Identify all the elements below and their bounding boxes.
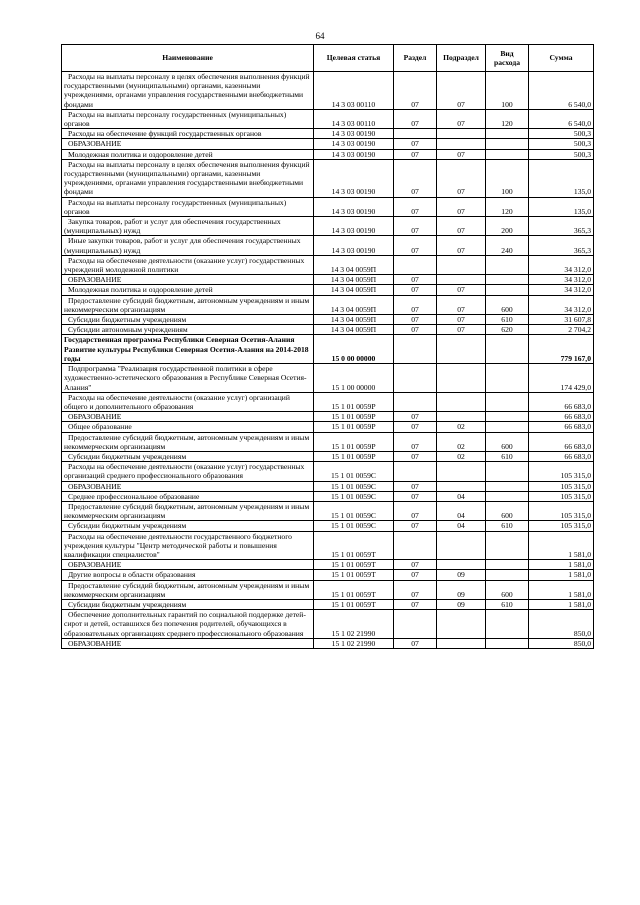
table-row [62,285,594,295]
row-sum: 66 683,0 [529,432,594,451]
row-subsection [437,392,486,411]
row-subsection [437,335,486,364]
row-subsection [437,275,486,285]
row-sum: 66 683,0 [529,422,594,432]
row-section: 07 [394,580,437,599]
row-section: 07 [394,599,437,609]
row-name: Субсидии бюджетным учреждениям [62,451,314,461]
row-target-code: 14 3 04 0059П [314,275,394,285]
row-section: 07 [394,570,437,580]
row-target-code: 14 3 03 00110 [314,72,394,110]
row-section: 07 [394,412,437,422]
row-target-code: 15 1 02 21990 [314,610,394,639]
table-row [62,491,594,501]
row-expense-type: 600 [486,432,529,451]
row-name: Расходы на обеспечение деятельности (оказание услуг) государственных организаций среднего профессионального образования [62,462,314,481]
row-expense-type: 610 [486,451,529,461]
row-subsection: 07 [437,315,486,325]
table-row [62,462,594,481]
row-sum: 174 429,0 [529,364,594,393]
row-sum: 850,0 [529,610,594,639]
row-expense-type [486,285,529,295]
table-row [62,295,594,314]
row-name: Другие вопросы в области образования [62,570,314,580]
row-target-code: 15 1 01 0059С [314,521,394,531]
row-section: 07 [394,315,437,325]
row-expense-type [486,422,529,432]
row-target-code: 15 1 01 0059Т [314,531,394,560]
row-sum: 1 581,0 [529,580,594,599]
row-target-code: 15 1 01 0059Р [314,392,394,411]
row-name: Субсидии бюджетным учреждениям [62,521,314,531]
row-section [394,364,437,393]
page-number: 64 [315,31,325,41]
row-expense-type: 610 [486,315,529,325]
row-sum: 365,3 [529,217,594,236]
row-expense-type: 200 [486,217,529,236]
table-row [62,599,594,609]
row-section: 07 [394,560,437,570]
row-expense-type: 120 [486,197,529,216]
row-section: 07 [394,521,437,531]
row-section: 07 [394,236,437,255]
table-row [62,531,594,560]
row-subsection: 04 [437,501,486,520]
row-target-code: 15 1 01 0059Т [314,580,394,599]
row-subsection: 09 [437,580,486,599]
table-row [62,325,594,335]
row-target-code: 14 3 03 00190 [314,236,394,255]
row-sum: 66 683,0 [529,451,594,461]
row-sum: 105 315,0 [529,462,594,481]
row-section: 07 [394,159,437,197]
row-expense-type [486,139,529,149]
table-row [62,109,594,128]
row-name: Предоставление субсидий бюджетным, автономным учреждениям и иным некоммерческим организациям [62,501,314,520]
row-name: ОБРАЗОВАНИЕ [62,481,314,491]
row-name: Субсидии бюджетным учреждениям [62,315,314,325]
row-sum: 105 315,0 [529,521,594,531]
row-sum: 6 540,0 [529,109,594,128]
row-name: Молодежная политика и оздоровление детей [62,285,314,295]
row-subsection: 09 [437,599,486,609]
row-subsection: 09 [437,570,486,580]
row-name: Предоставление субсидий бюджетным, автономным учреждениям и иным некоммерческим организациям [62,295,314,314]
row-expense-type: 600 [486,295,529,314]
row-sum: 1 581,0 [529,570,594,580]
row-section: 07 [394,275,437,285]
header-expense-type: Вид расхода [486,45,529,72]
header-section: Раздел [394,45,437,72]
row-sum: 1 581,0 [529,531,594,560]
row-sum: 135,0 [529,197,594,216]
row-subsection [437,462,486,481]
row-subsection [437,610,486,639]
row-target-code: 15 1 02 21990 [314,638,394,648]
row-sum: 34 312,0 [529,275,594,285]
table-row [62,610,594,639]
row-sum: 500,3 [529,129,594,139]
table-row [62,638,594,648]
row-subsection: 07 [437,159,486,197]
row-subsection: 07 [437,236,486,255]
row-subsection [437,560,486,570]
row-name: ОБРАЗОВАНИЕ [62,560,314,570]
row-subsection [437,255,486,274]
row-sum: 31 607,8 [529,315,594,325]
table-row [62,412,594,422]
row-expense-type: 610 [486,599,529,609]
table-row [62,129,594,139]
row-target-code: 14 3 04 0059П [314,325,394,335]
row-subsection [437,364,486,393]
table-row [62,501,594,520]
row-section [394,392,437,411]
row-sum: 105 315,0 [529,501,594,520]
row-target-code: 15 0 00 00000 [314,335,394,364]
row-expense-type: 100 [486,159,529,197]
row-expense-type: 600 [486,580,529,599]
row-name: Подпрограмма "Реализация государственной политики в сфере художественно-эстетического образования в Республике Северная Осетия-Алания" [62,364,314,393]
row-subsection: 02 [437,432,486,451]
row-name: Расходы на обеспечение функций государственных органов [62,129,314,139]
row-target-code: 14 3 04 0059П [314,295,394,314]
row-subsection: 07 [437,285,486,295]
row-target-code: 15 1 01 0059Р [314,422,394,432]
row-sum: 34 312,0 [529,295,594,314]
row-target-code: 15 1 01 0059Т [314,560,394,570]
row-sum: 34 312,0 [529,285,594,295]
row-section [394,531,437,560]
row-name: Предоставление субсидий бюджетным, автономным учреждениям и иным некоммерческим организациям [62,580,314,599]
row-subsection: 07 [437,325,486,335]
row-target-code: 14 3 03 00190 [314,139,394,149]
row-expense-type [486,638,529,648]
row-name: Среднее профессиональное образование [62,491,314,501]
row-sum: 779 167,0 [529,335,594,364]
row-expense-type: 620 [486,325,529,335]
row-subsection [437,481,486,491]
table-row [62,580,594,599]
row-section: 07 [394,325,437,335]
row-subsection: 07 [437,109,486,128]
row-sum: 66 683,0 [529,412,594,422]
row-section: 07 [394,139,437,149]
row-sum: 365,3 [529,236,594,255]
table-row [62,236,594,255]
row-name: Субсидии автономным учреждениям [62,325,314,335]
row-section: 07 [394,501,437,520]
row-subsection: 04 [437,521,486,531]
row-sum: 1 581,0 [529,599,594,609]
row-section: 07 [394,149,437,159]
row-name: Закупка товаров, работ и услуг для обеспечения государственных (муниципальных) нужд [62,217,314,236]
row-subsection [437,412,486,422]
row-subsection [437,129,486,139]
row-target-code: 14 3 04 0059П [314,285,394,295]
table-row [62,255,594,274]
row-name: Субсидии бюджетным учреждениям [62,599,314,609]
row-expense-type [486,335,529,364]
row-target-code: 15 1 00 00000 [314,364,394,393]
row-target-code: 15 1 01 0059С [314,501,394,520]
row-sum: 500,3 [529,149,594,159]
table-row [62,451,594,461]
row-name: Обеспечение дополнительных гарантий по социальной поддержке детей-сирот и детей, оставшихся без попечения родителей, обучающихся в образовательных организациях среднего профессионального образования [62,610,314,639]
row-section [394,255,437,274]
row-section: 07 [394,422,437,432]
row-name: Иные закупки товаров, работ и услуг для обеспечения государственных (муниципальных) нужд [62,236,314,255]
row-section: 07 [394,432,437,451]
row-name: Общее образование [62,422,314,432]
row-subsection: 02 [437,422,486,432]
header-sum: Сумма [529,45,594,72]
row-target-code: 15 1 01 0059С [314,491,394,501]
row-expense-type [486,462,529,481]
row-sum: 105 315,0 [529,481,594,491]
row-sum: 105 315,0 [529,491,594,501]
table-row [62,275,594,285]
row-name: ОБРАЗОВАНИЕ [62,638,314,648]
header-subsection: Подраздел [437,45,486,72]
row-expense-type [486,129,529,139]
row-section [394,129,437,139]
row-target-code: 14 3 03 00190 [314,159,394,197]
row-expense-type [486,570,529,580]
row-sum: 850,0 [529,638,594,648]
table-row [62,432,594,451]
row-name: Предоставление субсидий бюджетным, автономным учреждениям и иным некоммерческим организациям [62,432,314,451]
row-target-code: 15 1 01 0059С [314,462,394,481]
table-row [62,139,594,149]
row-section [394,335,437,364]
row-expense-type: 100 [486,72,529,110]
row-subsection [437,139,486,149]
table-row [62,149,594,159]
row-section: 07 [394,295,437,314]
row-name: Расходы на обеспечение деятельности государственного бюджетного учреждения культуры "Центр методической работы и повышения квалификации специалистов" [62,531,314,560]
row-sum: 135,0 [529,159,594,197]
row-sum: 66 683,0 [529,392,594,411]
row-section [394,610,437,639]
row-target-code: 14 3 03 00190 [314,217,394,236]
row-subsection: 07 [437,295,486,314]
row-sum: 6 540,0 [529,72,594,110]
row-name: Расходы на выплаты персоналу в целях обеспечения выполнения функций государственными (муниципальными) органами, казенными учреждениями, органами управления государственными внебюджетными фондами [62,72,314,110]
row-expense-type [486,255,529,274]
row-expense-type [486,392,529,411]
header-target-code: Целевая статья [314,45,394,72]
row-name: ОБРАЗОВАНИЕ [62,275,314,285]
row-expense-type: 610 [486,521,529,531]
table-row [62,364,594,393]
budget-table [61,44,594,649]
row-subsection: 04 [437,491,486,501]
row-section: 07 [394,109,437,128]
row-name: Расходы на выплаты персоналу государственных (муниципальных) органов [62,109,314,128]
row-sum: 500,3 [529,139,594,149]
row-section: 07 [394,217,437,236]
table-row [62,570,594,580]
row-target-code: 15 1 01 0059Т [314,570,394,580]
row-expense-type [486,531,529,560]
row-expense-type [486,412,529,422]
row-expense-type: 120 [486,109,529,128]
table-row [62,392,594,411]
row-expense-type [486,149,529,159]
row-target-code: 15 1 01 0059Р [314,451,394,461]
row-subsection: 02 [437,451,486,461]
row-name: Государственная программа Республики Северная Осетия-Алания Развитие культуры Республики Северная Осетия-Алания на 2014-2018 годы [62,335,314,364]
table-row [62,422,594,432]
row-expense-type [486,491,529,501]
row-subsection [437,638,486,648]
table-row [62,159,594,197]
row-subsection: 07 [437,149,486,159]
row-section: 07 [394,72,437,110]
table-header [62,45,594,72]
table-row [62,521,594,531]
row-section [394,462,437,481]
row-name: Расходы на выплаты персоналу в целях обеспечения выполнения функций государственными (муниципальными) органами, казенными учреждениями, органами управления государственными внебюджетными фондами [62,159,314,197]
row-target-code: 14 3 04 0059П [314,315,394,325]
row-target-code: 14 3 03 00190 [314,129,394,139]
row-expense-type [486,275,529,285]
row-expense-type [486,560,529,570]
table-row [62,335,594,364]
row-name: Расходы на обеспечение деятельности (оказание услуг) организаций общего и дополнительного образования [62,392,314,411]
row-subsection [437,531,486,560]
row-expense-type: 600 [486,501,529,520]
row-expense-type [486,364,529,393]
row-expense-type [486,610,529,639]
row-target-code: 15 1 01 0059С [314,481,394,491]
row-name: Молодежная политика и оздоровление детей [62,149,314,159]
row-sum: 1 581,0 [529,560,594,570]
table-row [62,217,594,236]
row-name: ОБРАЗОВАНИЕ [62,412,314,422]
row-section: 07 [394,481,437,491]
row-section: 07 [394,451,437,461]
row-sum: 34 312,0 [529,255,594,274]
row-target-code: 15 1 01 0059Р [314,432,394,451]
row-target-code: 14 3 03 00190 [314,197,394,216]
table-row [62,481,594,491]
row-section: 07 [394,197,437,216]
row-expense-type [486,481,529,491]
row-target-code: 14 3 03 00110 [314,109,394,128]
table-body [62,72,594,649]
row-section: 07 [394,491,437,501]
row-subsection: 07 [437,72,486,110]
row-sum: 2 704,2 [529,325,594,335]
table-row [62,560,594,570]
row-target-code: 15 1 01 0059Р [314,412,394,422]
row-subsection: 07 [437,217,486,236]
row-section: 07 [394,638,437,648]
header-name: Наименование [62,45,314,72]
table-row [62,197,594,216]
row-target-code: 15 1 01 0059Т [314,599,394,609]
row-expense-type: 240 [486,236,529,255]
row-target-code: 14 3 03 00190 [314,149,394,159]
row-name: Расходы на обеспечение деятельности (оказание услуг) государственных учреждений молодежной политики [62,255,314,274]
row-target-code: 14 3 04 0059П [314,255,394,274]
row-subsection: 07 [437,197,486,216]
table-row [62,72,594,110]
table-row [62,315,594,325]
row-section: 07 [394,285,437,295]
row-name: Расходы на выплаты персоналу государственных (муниципальных) органов [62,197,314,216]
row-name: ОБРАЗОВАНИЕ [62,139,314,149]
